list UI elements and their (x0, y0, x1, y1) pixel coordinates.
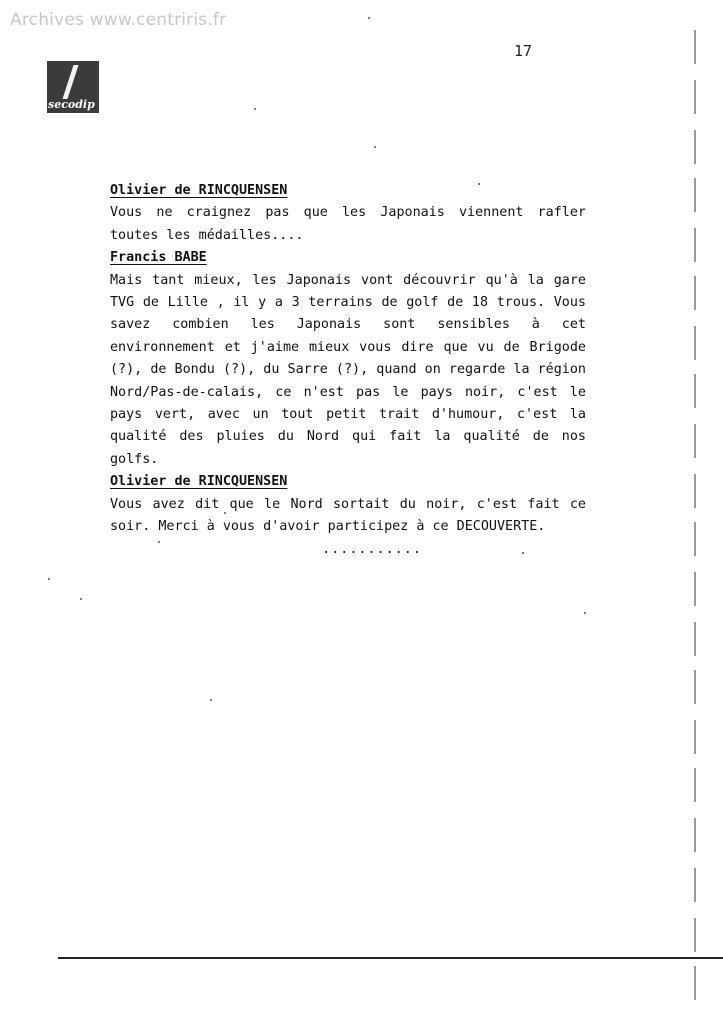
paper-speck (210, 699, 212, 701)
binding-mark (694, 326, 696, 360)
binding-edge (690, 30, 720, 1010)
binding-mark (694, 374, 696, 408)
archive-watermark: Archives www.centriris.fr (10, 10, 227, 30)
binding-mark (694, 720, 696, 754)
paper-speck (368, 17, 370, 19)
bottom-rule (58, 957, 723, 959)
end-marker: ........... (322, 541, 422, 557)
binding-mark (694, 30, 696, 64)
binding-mark (694, 130, 696, 164)
binding-mark (694, 622, 696, 656)
speaker-name: Francis BABE (110, 250, 207, 266)
binding-mark (694, 178, 696, 212)
binding-mark (694, 276, 696, 310)
paper-speck (522, 552, 524, 554)
paper-speck (224, 512, 226, 514)
speech-paragraph: Vous avez dit que le Nord sortait du noir, c'est fait ce soir. Merci à vous d'avoir participez à ce DECOUVERTE. (110, 496, 586, 535)
speech-paragraph: Mais tant mieux, les Japonais vont découvrir qu'à la gare TVG de Lille , il y a 3 terrains de golf de 18 trous. Vous savez combien les Japonais sont sensibles à cet environnement et j'aime mieux vous dire que vu de Brigode (?), de Bondu (?), du Sarre (?), quand on regarde la région Nord/Pas-de-calais, ce n'est pas le pays noir, c'est le pays vert, avec un tout petit trait d'humour, c'est la qualité des pluies du Nord qui fait la qualité de nos golfs. (110, 272, 586, 467)
binding-mark (694, 966, 696, 1000)
logo-brand: secodip (48, 98, 95, 111)
binding-mark (694, 572, 696, 606)
speech-paragraph: Vous ne craignez pas que les Japonais viennent rafler toutes les médailles.... (110, 205, 586, 243)
binding-mark (694, 228, 696, 262)
speaker-name: Olivier de RINCQUENSEN (110, 183, 288, 198)
paper-speck (478, 183, 480, 185)
paper-speck (80, 598, 82, 600)
logo-slash-icon (62, 65, 78, 99)
binding-mark (694, 670, 696, 704)
binding-mark (694, 424, 696, 458)
transcript (110, 180, 586, 561)
binding-mark (694, 918, 696, 952)
binding-mark (694, 80, 696, 114)
paper-speck (254, 108, 256, 110)
binding-mark (694, 868, 696, 902)
speaker-name: Olivier de RINCQUENSEN (110, 474, 288, 490)
paper-speck (584, 612, 586, 614)
paper-speck (48, 578, 50, 580)
binding-mark (694, 818, 696, 852)
binding-mark (694, 474, 696, 508)
binding-mark (694, 768, 696, 802)
binding-mark (694, 522, 696, 556)
paper-speck (374, 146, 376, 148)
page-number: 17 (514, 42, 533, 60)
secodip-logo (47, 61, 99, 113)
paper-speck (158, 541, 160, 543)
